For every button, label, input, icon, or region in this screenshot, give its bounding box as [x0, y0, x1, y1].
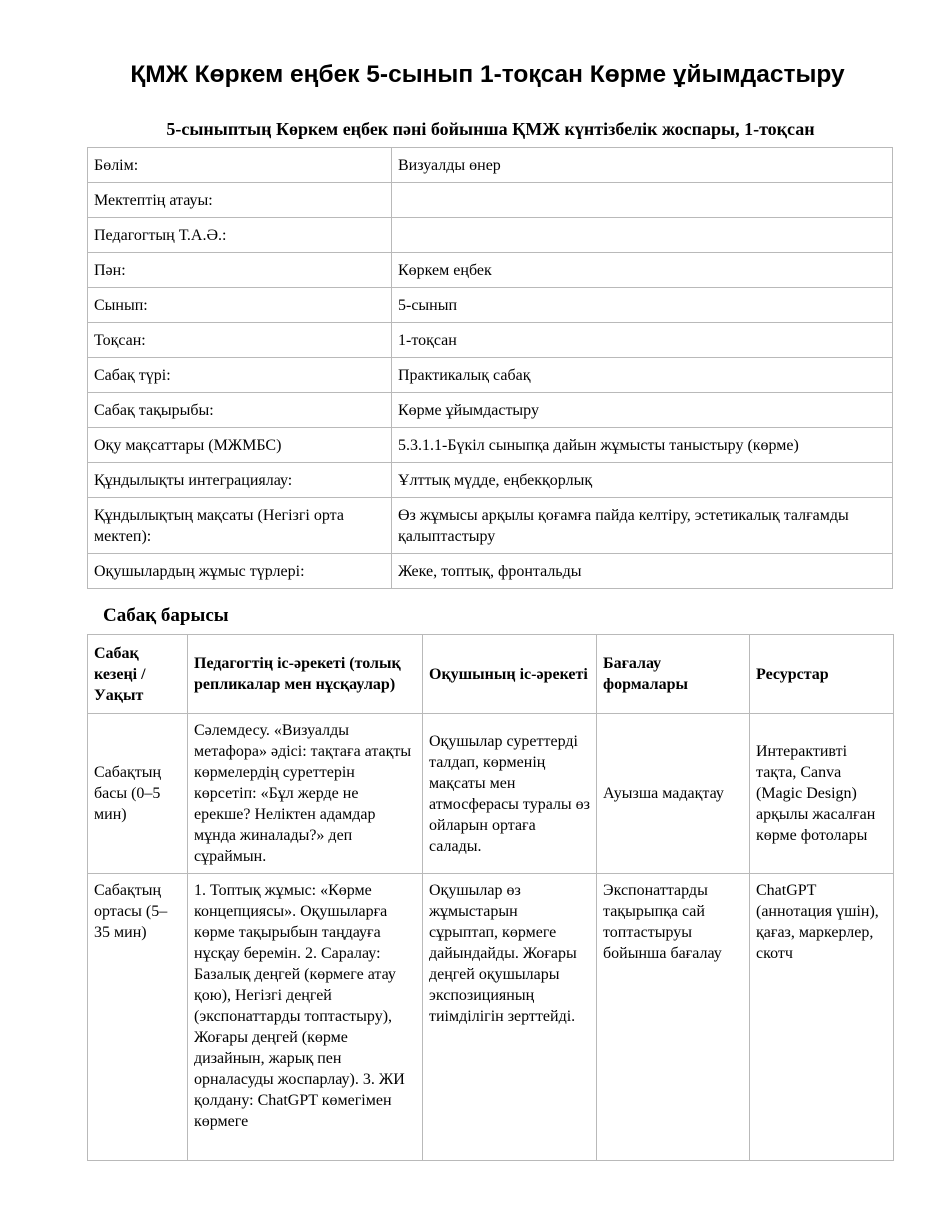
- column-header-stage: Сабақ кезеңі / Уақыт: [88, 635, 188, 714]
- info-value: Жеке, топтық, фронтальды: [392, 554, 893, 589]
- stage-cell: Сабақтың басы (0–5 мин): [88, 714, 188, 874]
- assessment-text: Экспонаттарды тақырыпқа сай топтастыруы бойынша бағалау: [603, 882, 722, 962]
- info-value: Ұлттық мүдде, еңбекқорлық: [392, 463, 893, 498]
- table-row: [88, 323, 893, 358]
- info-label: Оқушылардың жұмыс түрлері:: [88, 554, 392, 589]
- resources-text: ChatGPT (аннотация үшін), қағаз, маркерлер, скотч: [756, 882, 879, 962]
- teacher-text: 1. Топтық жұмыс: «Көрме концепциясы». Оқушыларға көрме тақырыбын таңдауға нұсқау беремін. 2. Саралау: Базалық деңгей (көрмеге атау қою), Негізгі деңгей (экспонаттарды топтастыру), Жоғары деңгей (көрме дизайнын, жарық пен орналасуды жоспарлау). 3. ЖИ қолдану: ChatGPT көмегімен көрмеге: [194, 882, 405, 1130]
- stage-text: Сабақтың ортасы (5–35 мин): [94, 882, 168, 941]
- table-row: [88, 148, 893, 183]
- table-row: [88, 714, 894, 874]
- table-row: [88, 358, 893, 393]
- resources-cell: [750, 874, 894, 1161]
- student-cell: [423, 874, 597, 1161]
- info-value: Практикалық сабақ: [392, 358, 893, 393]
- info-label: Сынып:: [88, 288, 392, 323]
- resources-cell: Интерактивті тақта, Canva (Magic Design) арқылы жасалған көрме фотолары: [750, 714, 894, 874]
- info-label: Сабақ тақырыбы:: [88, 393, 392, 428]
- info-value: [392, 218, 893, 253]
- info-label: Құндылықтың мақсаты (Негізгі орта мектеп):: [88, 498, 392, 554]
- info-value: Өз жұмысы арқылы қоғамға пайда келтіру, эстетикалық талғамды қалыптастыру: [392, 498, 893, 554]
- info-table: [87, 147, 893, 589]
- table-row: [88, 498, 893, 554]
- document-subtitle: 5-сыныптың Көркем еңбек пәні бойынша ҚМЖ күнтізбелік жоспары, 1-тоқсан: [166, 119, 815, 139]
- column-header-assessment: Бағалау формалары: [597, 635, 750, 714]
- info-label: Сабақ түрі:: [88, 358, 392, 393]
- info-label: Мектептің атауы:: [88, 183, 392, 218]
- table-row: [88, 463, 893, 498]
- info-label: Тоқсан:: [88, 323, 392, 358]
- table-row: [88, 428, 893, 463]
- teacher-cell: Сәлемдесу. «Визуалды метафора» әдісі: тақтаға атақты көрмелердің суреттерін көрсетіп: «Бұл жерде не ерекше? Неліктен адамдар мұнда жиналады?» деп сұраймын.: [188, 714, 423, 874]
- info-label: Құндылықты интеграциялау:: [88, 463, 392, 498]
- table-row: [88, 183, 893, 218]
- info-value: 5.3.1.1-Бүкіл сыныпқа дайын жұмысты таныстыру (көрме): [392, 428, 893, 463]
- assessment-cell: Ауызша мадақтау: [597, 714, 750, 874]
- table-row: [88, 554, 893, 589]
- teacher-cell: [188, 874, 423, 1161]
- assessment-cell: [597, 874, 750, 1161]
- info-value: Көрме ұйымдастыру: [392, 393, 893, 428]
- table-header-row: [88, 635, 894, 714]
- info-value: Көркем еңбек: [392, 253, 893, 288]
- info-value: 5-сынып: [392, 288, 893, 323]
- section-heading: Сабақ барысы: [103, 605, 229, 626]
- info-label: Оқу мақсаттары (МЖМБС): [88, 428, 392, 463]
- column-header-resources: Ресурстар: [750, 635, 894, 714]
- column-header-student: Оқушының іс-әрекеті: [423, 635, 597, 714]
- info-label: Пән:: [88, 253, 392, 288]
- stage-cell: [88, 874, 188, 1161]
- table-row: [88, 393, 893, 428]
- table-row: [88, 874, 894, 1161]
- info-value: [392, 183, 893, 218]
- student-cell: Оқушылар суреттерді талдап, көрменің мақсаты мен атмосферасы туралы өз ойларын ортаға салады.: [423, 714, 597, 874]
- table-row: [88, 218, 893, 253]
- column-header-teacher: Педагогтің іс-әрекеті (толық репликалар мен нұсқаулар): [188, 635, 423, 714]
- info-label: Педагогтың Т.А.Ә.:: [88, 218, 392, 253]
- page-title: ҚМЖ Көркем еңбек 5-сынып 1-тоқсан Көрме ұйымдастыру: [130, 61, 845, 88]
- student-text: Оқушылар өз жұмыстарын сұрыптап, көрмеге дайындайды. Жоғары деңгей оқушылары экспозицияның тиімділігін зерттейді.: [429, 882, 577, 1025]
- lesson-table: [87, 634, 894, 1161]
- table-row: [88, 288, 893, 323]
- info-value: Визуалды өнер: [392, 148, 893, 183]
- info-label: Бөлім:: [88, 148, 392, 183]
- info-value: 1-тоқсан: [392, 323, 893, 358]
- table-row: [88, 253, 893, 288]
